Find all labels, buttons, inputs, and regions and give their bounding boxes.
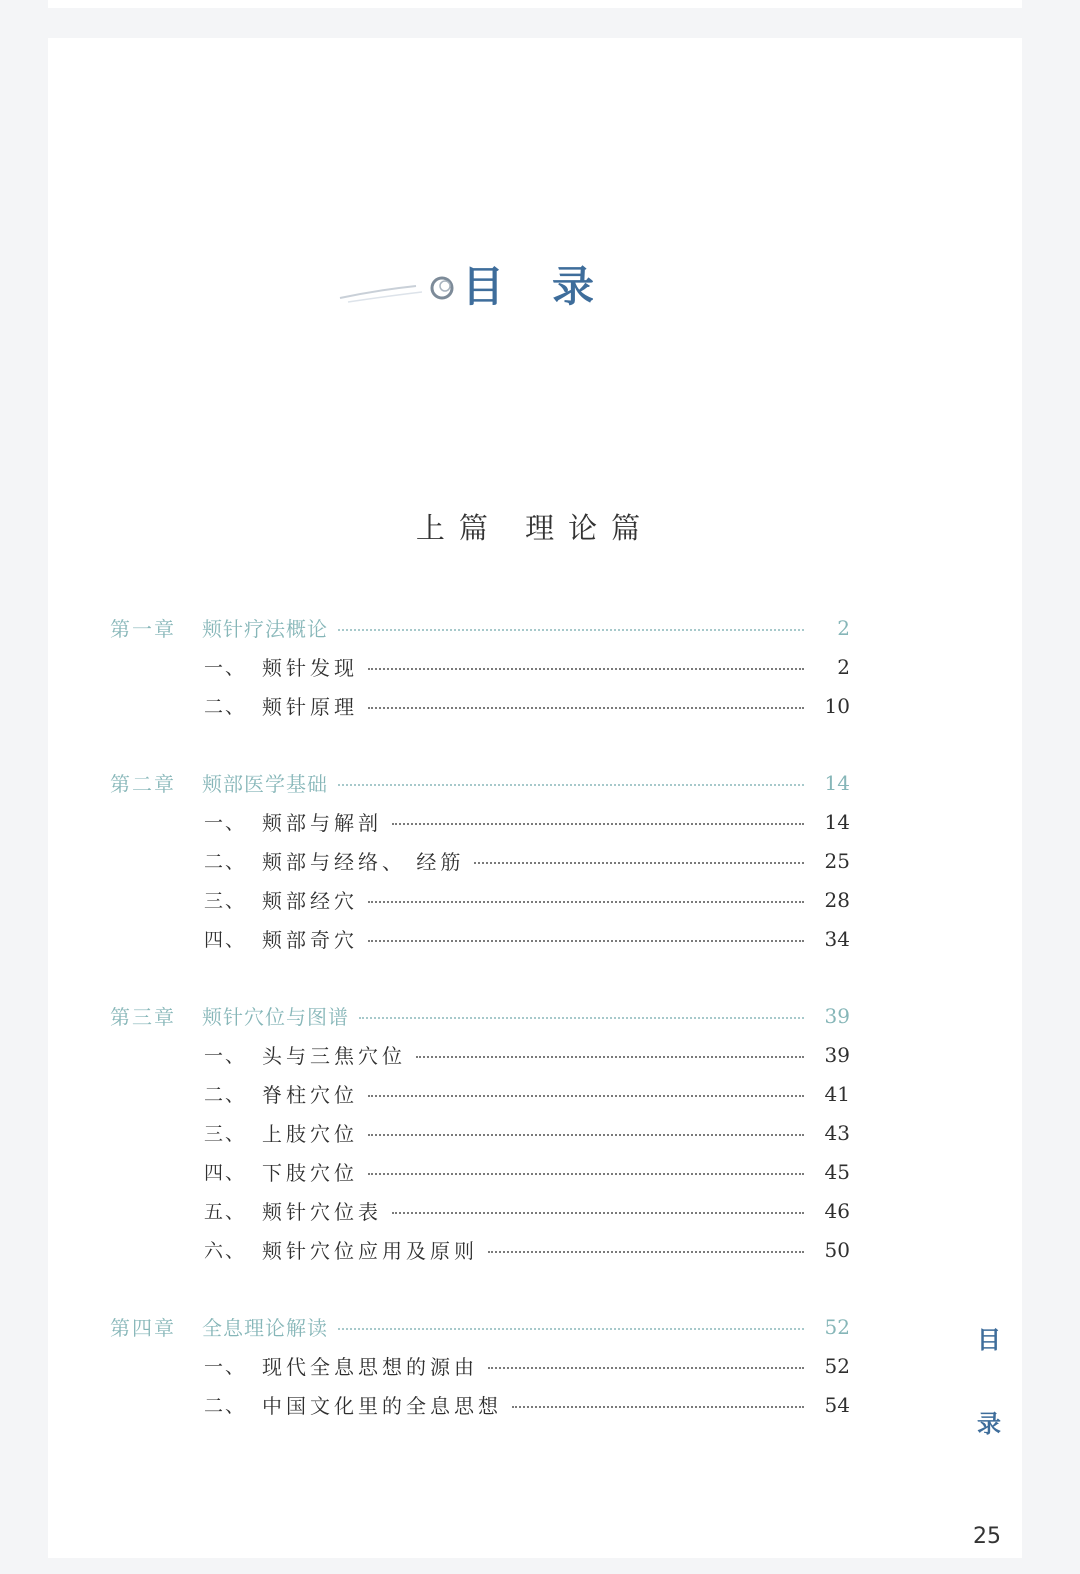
chapter-title: 颊针穴位与图谱 bbox=[202, 1005, 349, 1029]
toc-section-entry[interactable] bbox=[110, 1191, 850, 1230]
toc-chapter-entry[interactable] bbox=[110, 1307, 850, 1346]
dot-leader bbox=[392, 823, 804, 825]
side-tab-char: 目 bbox=[977, 1326, 1001, 1354]
section-number: 四、 bbox=[204, 929, 247, 951]
toc-chapter-entry[interactable] bbox=[110, 996, 850, 1035]
section-page-number: 2 bbox=[837, 654, 850, 679]
page-number: 25 bbox=[973, 1524, 1001, 1549]
dot-leader bbox=[368, 707, 804, 709]
section-page-number: 41 bbox=[824, 1081, 850, 1106]
section-number: 三、 bbox=[204, 890, 247, 912]
toc-chapter bbox=[110, 763, 850, 958]
toc-chapter-entry[interactable] bbox=[110, 608, 850, 647]
dot-leader bbox=[338, 784, 804, 786]
toc-section-entry[interactable] bbox=[110, 1035, 850, 1074]
section-page-number: 34 bbox=[824, 926, 850, 951]
dot-leader bbox=[368, 668, 804, 670]
section-number: 五、 bbox=[204, 1201, 247, 1223]
section-number: 一、 bbox=[204, 812, 247, 834]
dot-leader bbox=[338, 629, 804, 631]
section-title: 下肢穴位 bbox=[262, 1161, 358, 1185]
dot-leader bbox=[368, 1134, 804, 1136]
section-number: 一、 bbox=[204, 1356, 247, 1378]
section-page-number: 28 bbox=[824, 887, 850, 912]
toc-chapter-entry[interactable] bbox=[110, 763, 850, 802]
section-number: 四、 bbox=[204, 1162, 247, 1184]
chapter-page-number: 14 bbox=[824, 770, 850, 795]
section-number: 三、 bbox=[204, 1123, 247, 1145]
toc-section-entry[interactable] bbox=[110, 841, 850, 880]
toc-section-entry[interactable] bbox=[110, 802, 850, 841]
dot-leader bbox=[368, 940, 804, 942]
dot-leader bbox=[368, 901, 804, 903]
section-page-number: 14 bbox=[824, 809, 850, 834]
section-page-number: 46 bbox=[824, 1198, 850, 1223]
toc-section-entry[interactable] bbox=[110, 1152, 850, 1191]
page-title: 目录 bbox=[462, 262, 643, 311]
dot-leader bbox=[474, 862, 804, 864]
section-title: 中国文化里的全息思想 bbox=[262, 1394, 502, 1418]
section-number: 二、 bbox=[204, 1395, 247, 1417]
chapter-number: 第一章 bbox=[110, 617, 176, 641]
section-number: 一、 bbox=[204, 657, 247, 679]
section-page-number: 45 bbox=[824, 1159, 850, 1184]
dot-leader bbox=[488, 1367, 804, 1369]
dot-leader bbox=[392, 1212, 804, 1214]
chapter-page-number: 39 bbox=[824, 1003, 850, 1028]
section-page-number: 10 bbox=[824, 693, 850, 718]
dot-leader bbox=[416, 1056, 804, 1058]
section-title: 颊针穴位表 bbox=[262, 1200, 382, 1224]
dot-leader bbox=[488, 1251, 804, 1253]
toc-section-entry[interactable] bbox=[110, 1346, 850, 1385]
section-title: 头与三焦穴位 bbox=[262, 1044, 406, 1068]
chapter-page-number: 52 bbox=[824, 1314, 850, 1339]
section-title: 颊部奇穴 bbox=[262, 928, 358, 952]
section-title: 现代全息思想的源由 bbox=[262, 1355, 478, 1379]
section-page-number: 39 bbox=[824, 1042, 850, 1067]
dot-leader bbox=[368, 1095, 804, 1097]
swirl-ornament-icon bbox=[338, 268, 468, 308]
toc-section-entry[interactable] bbox=[110, 647, 850, 686]
book-page bbox=[48, 38, 1022, 1558]
section-title: 颊部与解剖 bbox=[262, 811, 382, 835]
dot-leader bbox=[359, 1017, 804, 1019]
section-page-number: 25 bbox=[824, 848, 850, 873]
toc-section-entry[interactable] bbox=[110, 880, 850, 919]
section-number: 二、 bbox=[204, 696, 247, 718]
section-title: 颊针穴位应用及原则 bbox=[262, 1239, 478, 1263]
toc-chapter bbox=[110, 1307, 850, 1424]
chapter-title: 颊针疗法概论 bbox=[202, 617, 328, 641]
table-of-contents bbox=[110, 608, 850, 1462]
toc-section-entry[interactable] bbox=[110, 686, 850, 725]
section-page-number: 50 bbox=[824, 1237, 850, 1262]
chapter-number: 第四章 bbox=[110, 1316, 176, 1340]
part-title: 上篇 理论篇 bbox=[415, 511, 655, 545]
dot-leader bbox=[512, 1406, 804, 1408]
chapter-title: 颊部医学基础 bbox=[202, 772, 328, 796]
toc-section-entry[interactable] bbox=[110, 1385, 850, 1424]
chapter-number: 第三章 bbox=[110, 1005, 176, 1029]
toc-chapter bbox=[110, 608, 850, 725]
section-number: 六、 bbox=[204, 1240, 247, 1262]
toc-section-entry[interactable] bbox=[110, 1113, 850, 1152]
section-title: 颊针发现 bbox=[262, 656, 358, 680]
toc-chapter bbox=[110, 996, 850, 1269]
dot-leader bbox=[338, 1328, 804, 1330]
toc-section-entry[interactable] bbox=[110, 1230, 850, 1269]
section-number: 二、 bbox=[204, 1084, 247, 1106]
section-page-number: 52 bbox=[824, 1353, 850, 1378]
side-tab-char: 录 bbox=[977, 1410, 1001, 1438]
section-title: 颊部与经络、 经筋 bbox=[262, 850, 465, 874]
chapter-number: 第二章 bbox=[110, 772, 176, 796]
previous-page-edge bbox=[48, 0, 1022, 8]
chapter-page-number: 2 bbox=[837, 615, 850, 640]
section-page-number: 43 bbox=[824, 1120, 850, 1145]
section-title: 颊针原理 bbox=[262, 695, 358, 719]
toc-section-entry[interactable] bbox=[110, 919, 850, 958]
side-thumb-tab bbox=[974, 1328, 1004, 1436]
section-page-number: 54 bbox=[824, 1392, 850, 1417]
section-number: 一、 bbox=[204, 1045, 247, 1067]
section-number: 二、 bbox=[204, 851, 247, 873]
section-title: 脊柱穴位 bbox=[262, 1083, 358, 1107]
section-title: 颊部经穴 bbox=[262, 889, 358, 913]
toc-heading bbox=[338, 248, 678, 328]
toc-section-entry[interactable] bbox=[110, 1074, 850, 1113]
section-title: 上肢穴位 bbox=[262, 1122, 358, 1146]
dot-leader bbox=[368, 1173, 804, 1175]
chapter-title: 全息理论解读 bbox=[202, 1316, 328, 1340]
